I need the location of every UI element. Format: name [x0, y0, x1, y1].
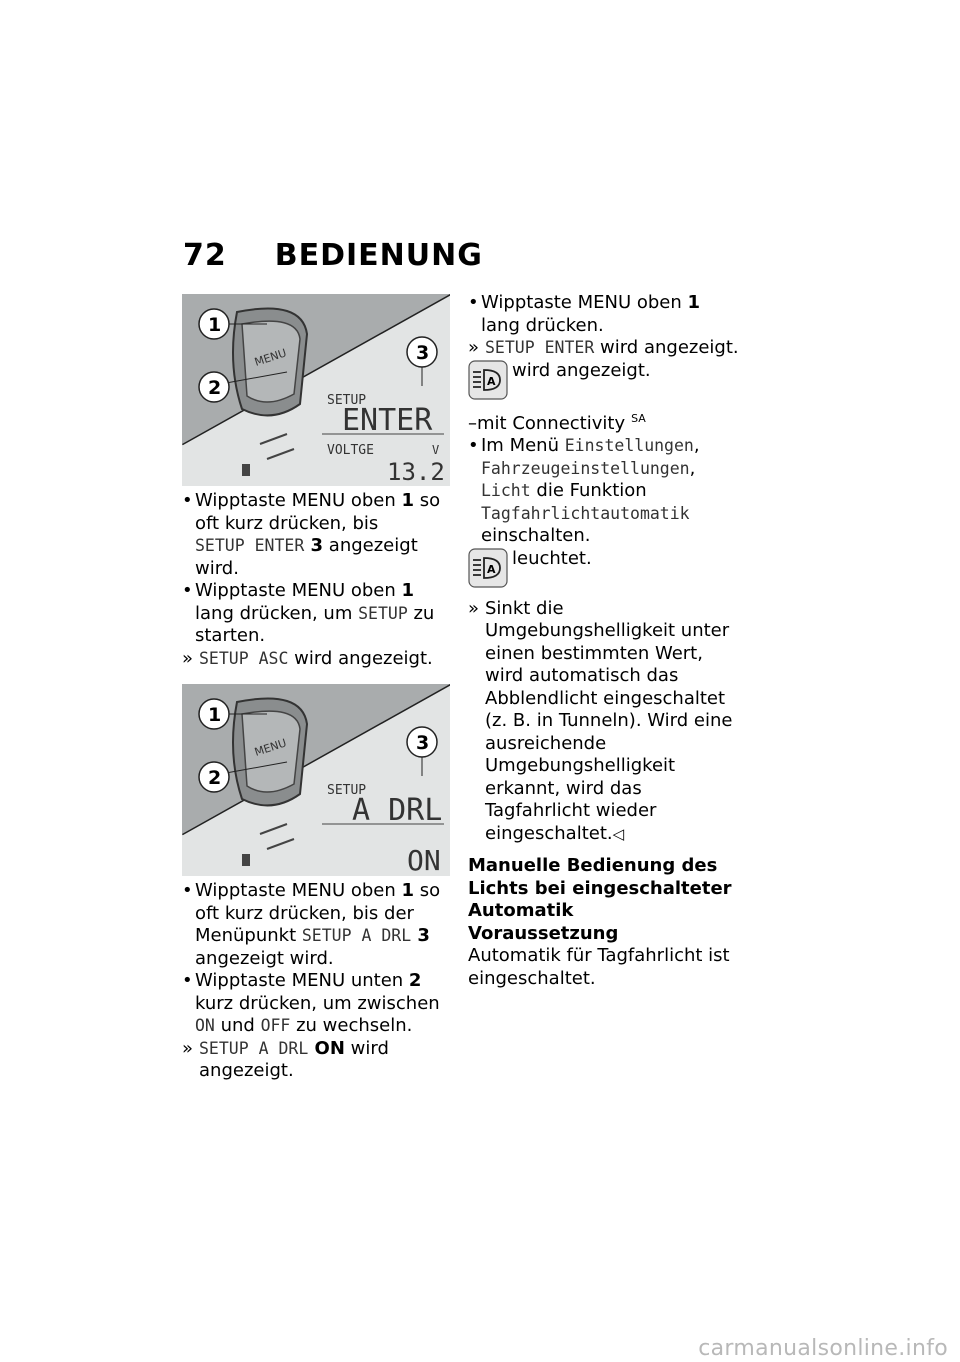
display-enter: ENTER [342, 403, 433, 438]
display-v: V [432, 443, 440, 457]
callout-2: 2 [208, 377, 222, 399]
figure-illustration [182, 294, 450, 486]
callout-1: 1 [208, 704, 222, 726]
svg-text:A: A [487, 374, 496, 388]
display-on: ON [407, 844, 441, 876]
callout-3: 3 [416, 342, 430, 364]
subheading-voraussetzung: Voraussetzung [468, 922, 619, 944]
callout-1: 1 [208, 314, 222, 336]
right-column [468, 292, 743, 990]
step-select-a-drl: • Wipptaste MENU oben 1 so oft kurz drücken, bis der Menüpunkt SETUP A DRL 3 angezeigt wird. [182, 880, 441, 969]
step-enable-function: • Im Menü Einstellungen, Fahrzeugeinstellungen, Licht die Funktion Tagfahrlichtautomatik einschalten. [468, 435, 700, 546]
figure-setup-a-drl [182, 684, 450, 876]
switch-label: MENU [252, 736, 289, 759]
svg-text:A: A [487, 562, 496, 576]
icon-line-shown: A wird angezeigt. [468, 360, 743, 404]
connectivity-note: –mit Connectivity $^{SA}$ [468, 411, 646, 434]
page-number: 72 [183, 238, 227, 273]
step-start-setup: • Wipptaste MENU oben 1 lang drücken, um SETUP zu starten. [182, 580, 435, 646]
display-a-drl: A DRL [352, 793, 443, 828]
step-long-press: • Wipptaste MENU oben 1 lang drücken. [468, 292, 701, 336]
display-voltage-value: 13.2 [387, 458, 445, 486]
callout-2: 2 [208, 767, 222, 789]
display-setup: SETUP [327, 783, 367, 798]
left-column-bottom [182, 880, 457, 1083]
figure-illustration-2 [182, 684, 450, 876]
step-setup-enter: • Wipptaste MENU oben 1 so oft kurz drücken, bis SETUP ENTER 3 angezeigt wird. [182, 490, 441, 579]
icon-line-lights: A leuchtet. [468, 548, 743, 592]
auto-headlight-icon [468, 548, 508, 588]
precondition-text: Automatik für Tagfahrlicht ist eingeschaltet. [468, 945, 730, 989]
auto-headlight-icon [468, 360, 508, 400]
switch-label: MENU [252, 346, 289, 369]
result-a-drl-on: » SETUP A DRL ON wird angezeigt. [182, 1037, 389, 1081]
step-toggle-on-off: • Wipptaste MENU unten 2 kurz drücken, um zwischen ON und OFF zu wechseln. [182, 970, 440, 1036]
left-column-top [182, 490, 457, 670]
result-setup-enter: » SETUP ENTER wird angezeigt. [468, 337, 739, 358]
display-voltge: VOLTGE [327, 443, 374, 458]
page-header [183, 238, 483, 273]
watermark: carmanualsonline.info [698, 1336, 948, 1361]
display-setup: SETUP [327, 393, 367, 408]
result-ambient-light: » Sinkt die Umgebungshelligkeit unter einen bestimmten Wert, wird automatisch das Abblendlicht eingeschaltet (z. B. in Tunneln). Wird eine ausreichende Umgebungshelligkeit erkannt, wird das Tagfahrlicht wieder eingeschaltet.◁ [468, 597, 733, 844]
result-setup-asc: » SETUP ASC wird angezeigt. [182, 647, 433, 669]
page-title: BEDIENUNG [274, 238, 483, 273]
figure-setup-enter [182, 294, 450, 486]
section-heading: Manuelle Bedienung des Lichts bei eingeschalteter Automatik [468, 855, 732, 921]
callout-3: 3 [416, 732, 430, 754]
